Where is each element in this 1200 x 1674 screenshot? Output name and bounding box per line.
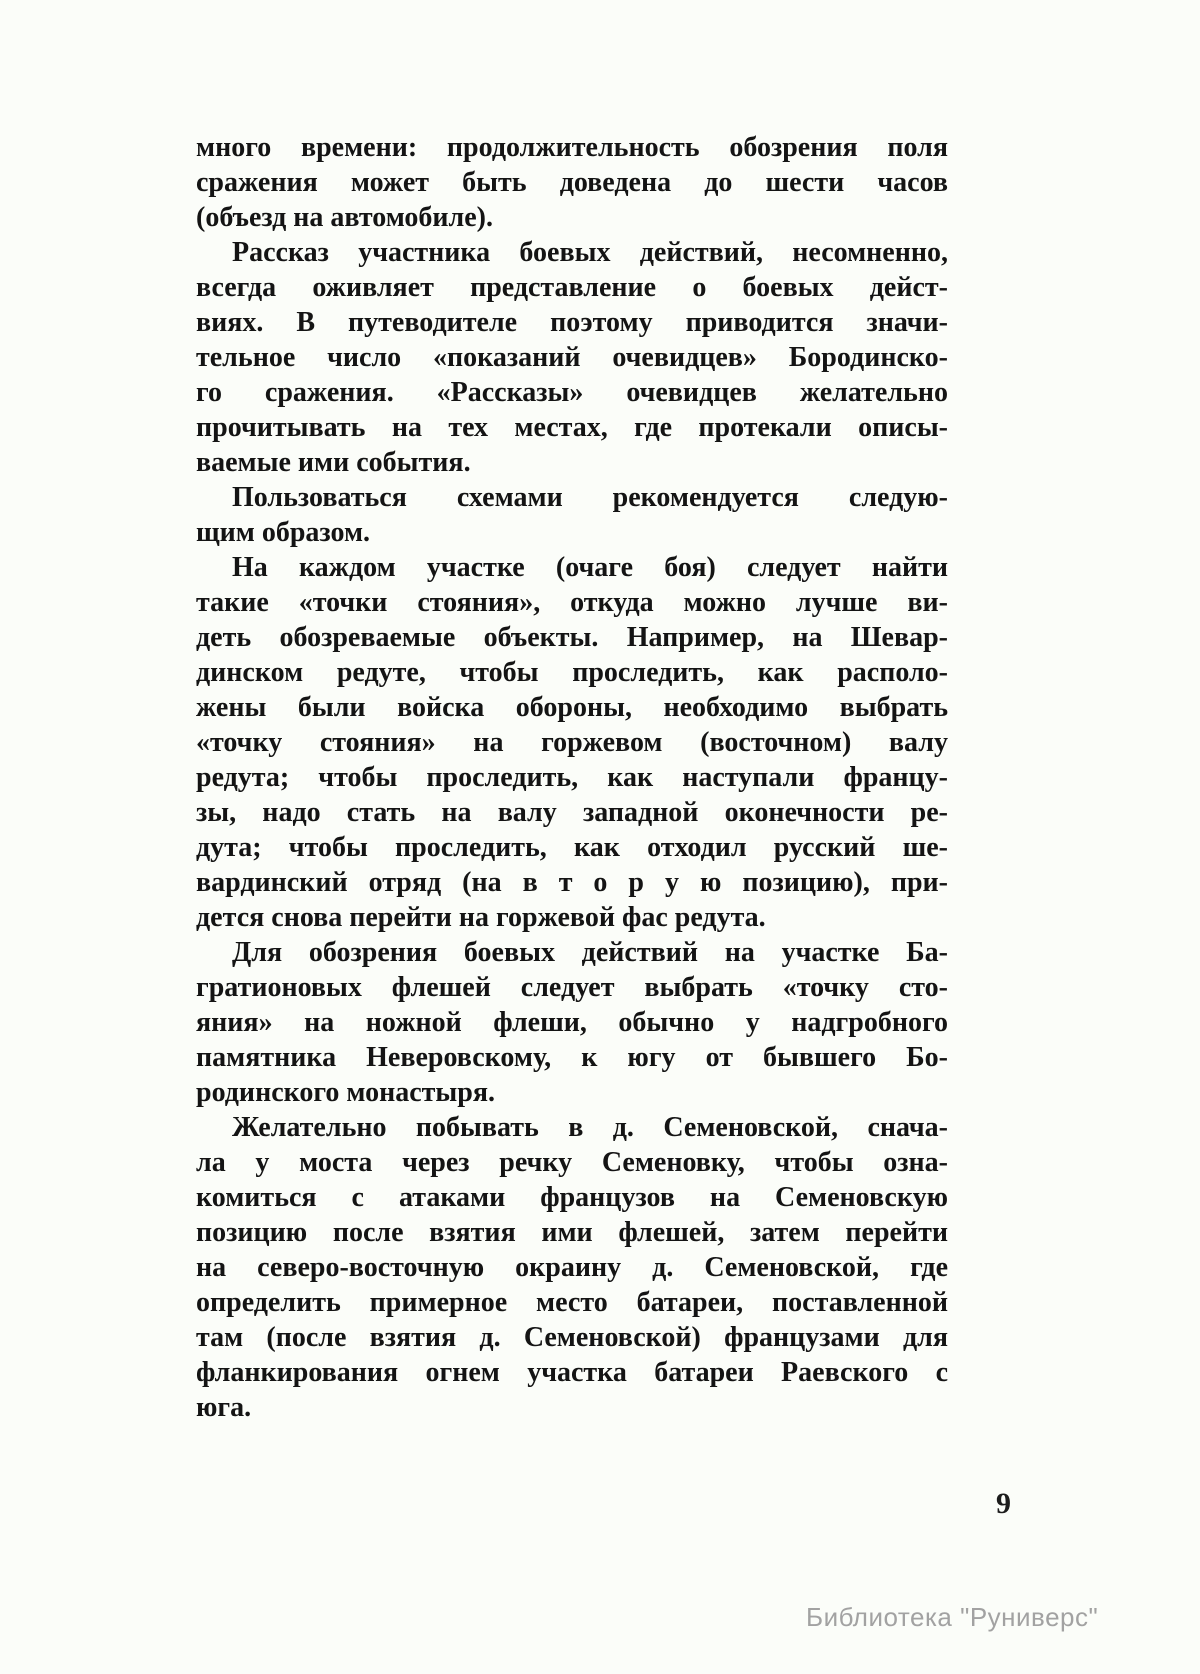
text-line: яния» на ножной флеши, обычно у надгробного bbox=[196, 1007, 948, 1038]
text-line: определить примерное место батареи, поставленной bbox=[196, 1287, 948, 1318]
text-line: такие «точки стояния», откуда можно лучше ви- bbox=[196, 587, 948, 618]
text-line: фланкирования огнем участка батареи Раевского с bbox=[196, 1357, 948, 1388]
text-line: ла у моста через речку Семеновку, чтобы озна- bbox=[196, 1147, 948, 1178]
text-line: комиться с атаками французов на Семеновскую bbox=[196, 1182, 948, 1213]
text-line: деть обозреваемые объекты. Например, на Шевар- bbox=[196, 622, 948, 653]
text-line: гратионовых флешей следует выбрать «точку сто- bbox=[196, 972, 948, 1003]
text-line: позицию после взятия ими флешей, затем перейти bbox=[196, 1217, 948, 1248]
text-line: редута; чтобы проследить, как наступали францу- bbox=[196, 762, 948, 793]
text-line: ваемые ими события. bbox=[196, 447, 471, 478]
text-line: виях. В путеводителе поэтому приводится значи- bbox=[196, 307, 948, 338]
text-line: Для обозрения боевых действий на участке Ба- bbox=[232, 937, 948, 968]
text-line: Желательно побывать в д. Семеновской, снача- bbox=[232, 1112, 948, 1143]
text-line: вардинский отряд (на в т о р у ю позицию), при- bbox=[196, 867, 948, 898]
text-line: (объезд на автомобиле). bbox=[196, 202, 493, 233]
text-line: сражения может быть доведена до шести часов bbox=[196, 167, 948, 198]
text-line: там (после взятия д. Семеновской) французами для bbox=[196, 1322, 948, 1353]
page-text bbox=[196, 130, 948, 1425]
text-line: юга. bbox=[196, 1392, 252, 1423]
page-number: 9 bbox=[996, 1487, 1011, 1520]
text-line: тельное число «показаний очевидцев» Бородинско- bbox=[196, 342, 948, 373]
text-line: дется снова перейти на горжевой фас редута. bbox=[196, 902, 766, 933]
text-line: всегда оживляет представление о боевых дейст- bbox=[196, 272, 948, 303]
text-line: зы, надо стать на валу западной оконечности ре- bbox=[196, 797, 948, 828]
text-line: го сражения. «Рассказы» очевидцев желательно bbox=[196, 377, 948, 408]
text-line: Рассказ участника боевых действий, несомненно, bbox=[232, 237, 948, 268]
text-line: «точку стояния» на горжевом (восточном) валу bbox=[196, 727, 948, 758]
text-line: много времени: продолжительность обозрения поля bbox=[196, 132, 948, 163]
library-watermark: Библиотека "Руниверс" bbox=[806, 1602, 1099, 1632]
text-line: щим образом. bbox=[196, 517, 371, 548]
text-line: дута; чтобы проследить, как отходил русский ше- bbox=[196, 832, 948, 863]
text-line: родинского монастыря. bbox=[196, 1077, 496, 1108]
text-line: прочитывать на тех местах, где протекали описы- bbox=[196, 412, 948, 443]
text-line: На каждом участке (очаге боя) следует найти bbox=[232, 552, 948, 583]
text-line: на северо-восточную окраину д. Семеновской, где bbox=[196, 1252, 948, 1283]
text-line: памятника Неверовскому, к югу от бывшего Бо- bbox=[196, 1042, 948, 1073]
text-line: Пользоваться схемами рекомендуется следую- bbox=[232, 482, 948, 513]
text-line: динском редуте, чтобы проследить, как располо- bbox=[196, 657, 948, 688]
text-line: жены были войска обороны, необходимо выбрать bbox=[196, 692, 948, 723]
